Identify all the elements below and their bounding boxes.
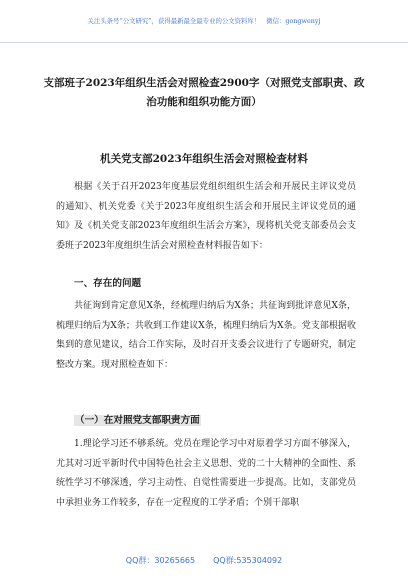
problems-paragraph: 共征询到肯定意见X条，经梳理归纳后为X条；共征询到批评意见X条，梳理归纳后为X条；共收到工作建议X条，梳理归纳后为X条。党支部根据收集到的意见建议，结合工作实际，及时召开支委会议进行了专题研究，制定整改方案。现对照检查如下： <box>56 301 356 370</box>
header-banner <box>0 0 408 40</box>
intro-paragraph: 根据《关于召开2023年度基层党组织组织生活会和开展民主评议党员的通知》、机关党委《关于2023年度组织生活会和开展民主评议党员的通知》及《机关党支部2023年度组织生活会方案》，现将机关党支部委员会支委班子2023年度组织生活会对照检查材料报告如下： <box>56 182 356 251</box>
promo-text: 关注头条号“公文研究”，获得最新最全最专业的公文资料库！ <box>87 16 261 25</box>
heading-branch-duties-text: （一）在对照党支部职责方面 <box>75 415 200 426</box>
section-title: 机关党支部2023年组织生活会对照检查材料 <box>100 153 308 165</box>
qq-group-1: QQ群：30265665 <box>125 556 196 565</box>
heading-existing-problems: 一、存在的问题 <box>74 278 142 289</box>
wechat-text: 微信：gongwenyj <box>266 16 321 25</box>
header-divider <box>0 42 408 43</box>
document-title: 支部班子2023年组织生活会对照检查2900字（对照党支部职责、政治功能和组织功能方面） <box>43 77 365 108</box>
theory-study-paragraph: 1.理论学习还不够系统。党员在理论学习中对原着学习方面不够深入，尤其对习近平新时代中国特色社会主义思想、党的二十大精神的全面性、系统性学习不够深透，学习主动性、自觉性需要进一步提高。比如，支部党员中承担业务工作较多，存在一定程度的工学矛盾；个别干部职 <box>56 439 356 508</box>
footer-contact <box>0 555 408 573</box>
heading-branch-duties <box>74 412 201 430</box>
qq-group-2: QQ群:535304092 <box>213 556 283 565</box>
